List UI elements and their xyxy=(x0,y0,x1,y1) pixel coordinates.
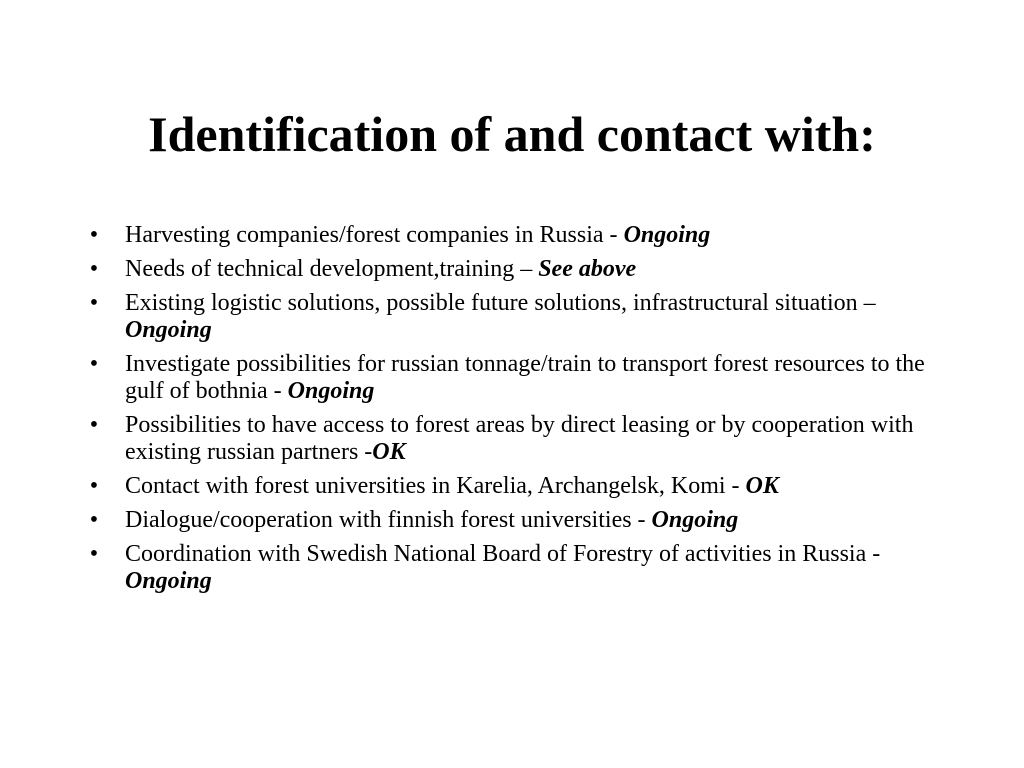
item-text: Possibilities to have access to forest areas by direct leasing or by cooperation with existing russian partners - xyxy=(125,412,914,465)
bullet-list xyxy=(84,222,944,602)
list-item xyxy=(84,256,944,283)
item-status: Ongoing xyxy=(287,378,375,404)
item-status: Ongoing xyxy=(125,568,212,594)
item-text: Existing logistic solutions, possible future solutions, infrastructural situation – xyxy=(125,290,876,316)
item-status: Ongoing xyxy=(623,222,711,248)
list-item xyxy=(84,412,944,466)
bullet-icon: • xyxy=(89,222,99,248)
list-item xyxy=(84,290,944,344)
item-status: See above xyxy=(538,256,637,282)
item-status: OK xyxy=(745,473,779,499)
item-text: Needs of technical development,training – xyxy=(125,256,539,282)
slide-title: Identification of and contact with: xyxy=(148,106,876,162)
item-text: Harvesting companies/forest companies in Russia - xyxy=(125,222,624,248)
list-item xyxy=(84,541,944,595)
item-status: Ongoing xyxy=(125,317,212,343)
bullet-icon: • xyxy=(89,412,99,438)
item-text: Dialogue/cooperation with finnish forest universities - xyxy=(125,507,652,533)
item-text: Investigate possibilities for russian tonnage/train to transport forest resources to the gulf of bothnia - xyxy=(125,351,925,404)
list-item xyxy=(84,473,944,500)
bullet-icon: • xyxy=(89,541,99,567)
item-status: OK xyxy=(372,439,406,465)
item-status: Ongoing xyxy=(651,507,739,533)
list-item xyxy=(84,222,944,249)
bullet-icon: • xyxy=(89,473,99,499)
list-item xyxy=(84,507,944,534)
bullet-icon: • xyxy=(89,351,99,377)
item-text: Contact with forest universities in Karelia, Archangelsk, Komi - xyxy=(125,473,746,499)
bullet-icon: • xyxy=(89,256,99,282)
item-text: Coordination with Swedish National Board of Forestry of activities in Russia - xyxy=(125,541,881,567)
bullet-icon: • xyxy=(89,290,99,316)
list-item xyxy=(84,351,944,405)
bullet-icon: • xyxy=(89,507,99,533)
